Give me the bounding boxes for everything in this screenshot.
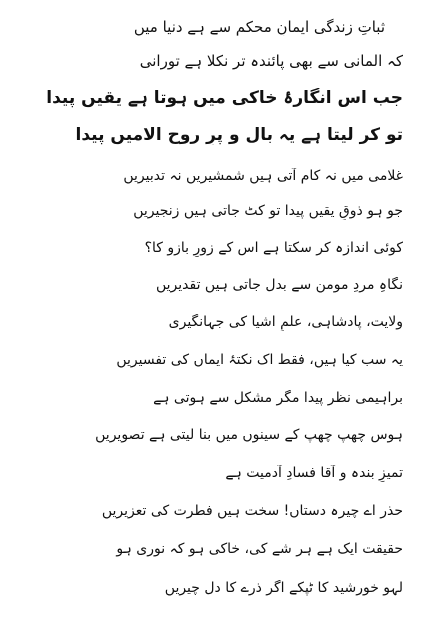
verse-line-8: نگاہِ مردِ مومن سے بدل جاتی ہیں تقدیریں [155,277,403,293]
verse-line-6: جو ہو ذوقِ یقیں پیدا تو کٹ جاتی ہیں زنجیریں [133,203,403,219]
verse-line-16: لہو خورشید کا ٹپکے اگر ذرے کا دل چیریں [164,580,403,596]
verse-line-13: تمیزِ بندہ و آقا فسادِ آدمیت ہے [225,465,403,481]
verse-line-3: جب اس انگارۂ خاکی میں ہوتا ہے یقیں پیدا [46,88,403,108]
verse-line-7: کوئی اندازہ کر سکتا ہے اس کے زورِ بازو کا؟ [144,240,403,256]
verse-line-15: حقیقت ایک ہے ہر شے کی، خاکی ہو کہ نوری ہو [116,541,403,557]
verse-line-10: یہ سب کیا ہیں، فقط اک نکتۂ ایماں کی تفسیریں [116,352,403,368]
verse-line-11: براہیمی نظر پیدا مگر مشکل سے ہوتی ہے [153,390,403,406]
verse-line-1: ثباتِ زندگی ایمانِ محکم سے ہے دنیا میں [133,18,385,36]
verse-line-12: ہوس چھپ چھپ کے سینوں میں بنا لیتی ہے تصویریں [95,427,403,443]
verse-line-2: کہ المانی سے بھی پائندہ تر نکلا ہے تورانی [139,52,403,70]
verse-line-9: ولایت، پادشاہی، علمِ اشیا کی جہانگیری [168,314,403,330]
verse-line-5: غلامی میں نہ کام آتی ہیں شمشیریں نہ تدبیریں [123,168,403,184]
verse-line-14: حذر اے چیرہ دستاں! سخت ہیں فطرت کی تعزیریں [101,503,403,519]
verse-line-4: تو کر لیتا ہے یہ بال و پرِ روح الامیں پیدا [75,125,403,145]
